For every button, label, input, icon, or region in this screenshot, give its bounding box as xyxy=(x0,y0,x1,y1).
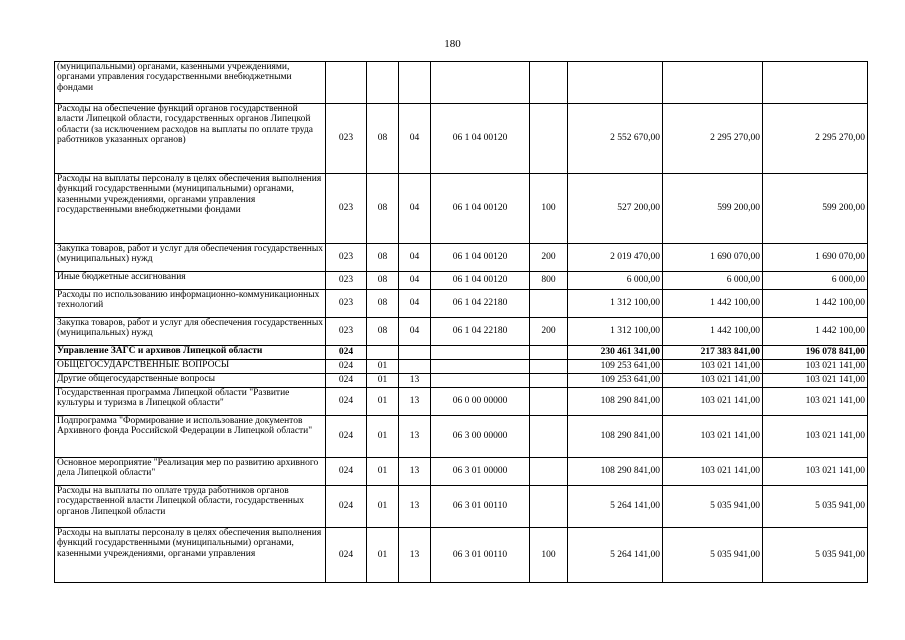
cell-csr: 06 3 01 00110 xyxy=(431,528,530,583)
table-row xyxy=(55,416,868,458)
cell-amount-year3: 5 035 941,00 xyxy=(763,486,868,528)
cell-name: Государственная программа Липецкой области "Развитие культуры и туризма в Липецкой области" xyxy=(55,388,326,416)
cell-amount-year2: 103 021 141,00 xyxy=(663,388,763,416)
cell-amount-year3: 103 021 141,00 xyxy=(763,374,868,388)
cell-pr xyxy=(399,346,431,360)
cell-gr: 024 xyxy=(326,486,367,528)
budget-table xyxy=(54,61,868,583)
cell-amount-year3: 1 442 100,00 xyxy=(763,318,868,346)
cell-amount-year3 xyxy=(763,62,868,104)
table-row xyxy=(55,388,868,416)
cell-amount-year3: 196 078 841,00 xyxy=(763,346,868,360)
cell-gr: 023 xyxy=(326,290,367,318)
cell-pr: 04 xyxy=(399,244,431,272)
cell-rz: 01 xyxy=(367,486,399,528)
cell-amount-year3: 103 021 141,00 xyxy=(763,416,868,458)
cell-amount-year2: 2 295 270,00 xyxy=(663,104,763,174)
cell-name: Иные бюджетные ассигнования xyxy=(55,272,326,290)
cell-amount-year1: 5 264 141,00 xyxy=(568,528,663,583)
cell-amount-year1: 108 290 841,00 xyxy=(568,388,663,416)
cell-amount-year2: 599 200,00 xyxy=(663,174,763,244)
cell-rz: 01 xyxy=(367,360,399,374)
cell-csr: 06 1 04 00120 xyxy=(431,244,530,272)
cell-rz: 01 xyxy=(367,416,399,458)
cell-name: Расходы на выплаты персоналу в целях обеспечения выполнения функций государственными (муниципальными) органами, казенными учреждениями, органами управления государственными внебюджетными фондами xyxy=(55,174,326,244)
cell-rz: 08 xyxy=(367,272,399,290)
cell-vr xyxy=(530,290,568,318)
cell-csr: 06 3 00 00000 xyxy=(431,416,530,458)
table-row xyxy=(55,486,868,528)
cell-csr xyxy=(431,62,530,104)
cell-amount-year2: 5 035 941,00 xyxy=(663,528,763,583)
cell-gr: 024 xyxy=(326,458,367,486)
cell-amount-year1: 5 264 141,00 xyxy=(568,486,663,528)
cell-name: Другие общегосударственные вопросы xyxy=(55,374,326,388)
cell-vr xyxy=(530,388,568,416)
cell-csr: 06 3 01 00000 xyxy=(431,458,530,486)
table-row xyxy=(55,374,868,388)
table-row xyxy=(55,62,868,104)
cell-name: ОБЩЕГОСУДАРСТВЕННЫЕ ВОПРОСЫ xyxy=(55,360,326,374)
cell-rz: 01 xyxy=(367,528,399,583)
cell-vr xyxy=(530,62,568,104)
cell-name: Управление ЗАГС и архивов Липецкой области xyxy=(55,346,326,360)
cell-amount-year3: 103 021 141,00 xyxy=(763,388,868,416)
cell-rz xyxy=(367,346,399,360)
cell-amount-year2: 103 021 141,00 xyxy=(663,458,763,486)
table-row xyxy=(55,104,868,174)
cell-amount-year3: 1 442 100,00 xyxy=(763,290,868,318)
table-body xyxy=(55,62,868,583)
cell-vr: 100 xyxy=(530,174,568,244)
cell-amount-year2: 1 442 100,00 xyxy=(663,318,763,346)
cell-rz xyxy=(367,62,399,104)
cell-name: Основное мероприятие "Реализация мер по развитию архивного дела Липецкой области" xyxy=(55,458,326,486)
cell-csr: 06 1 04 22180 xyxy=(431,290,530,318)
table-row xyxy=(55,360,868,374)
cell-name: Расходы на обеспечение функций органов государственной власти Липецкой области, государственных органов Липецкой области (за исключением расходов на выплаты по оплате труда работников указанных органов) xyxy=(55,104,326,174)
cell-csr: 06 1 04 00120 xyxy=(431,272,530,290)
cell-rz: 08 xyxy=(367,318,399,346)
cell-gr: 024 xyxy=(326,374,367,388)
cell-pr: 04 xyxy=(399,318,431,346)
cell-amount-year3: 1 690 070,00 xyxy=(763,244,868,272)
cell-vr xyxy=(530,360,568,374)
cell-amount-year1: 1 312 100,00 xyxy=(568,318,663,346)
table-row xyxy=(55,318,868,346)
cell-pr: 13 xyxy=(399,388,431,416)
cell-gr: 024 xyxy=(326,360,367,374)
cell-pr xyxy=(399,360,431,374)
cell-amount-year1: 2 552 670,00 xyxy=(568,104,663,174)
cell-name: Подпрограмма "Формирование и использование документов Архивного фонда Российской Федерации в Липецкой области" xyxy=(55,416,326,458)
cell-amount-year2 xyxy=(663,62,763,104)
cell-amount-year2: 6 000,00 xyxy=(663,272,763,290)
cell-amount-year1: 1 312 100,00 xyxy=(568,290,663,318)
cell-amount-year1: 109 253 641,00 xyxy=(568,360,663,374)
cell-amount-year1: 108 290 841,00 xyxy=(568,416,663,458)
cell-vr xyxy=(530,374,568,388)
cell-amount-year2: 5 035 941,00 xyxy=(663,486,763,528)
cell-gr: 023 xyxy=(326,244,367,272)
cell-amount-year3: 5 035 941,00 xyxy=(763,528,868,583)
cell-amount-year2: 103 021 141,00 xyxy=(663,360,763,374)
table-row xyxy=(55,244,868,272)
cell-gr: 024 xyxy=(326,416,367,458)
cell-amount-year2: 1 442 100,00 xyxy=(663,290,763,318)
table-row xyxy=(55,528,868,583)
cell-csr: 06 1 04 00120 xyxy=(431,174,530,244)
cell-rz: 08 xyxy=(367,244,399,272)
cell-rz: 01 xyxy=(367,374,399,388)
cell-amount-year3: 103 021 141,00 xyxy=(763,458,868,486)
cell-gr: 024 xyxy=(326,346,367,360)
cell-amount-year1: 527 200,00 xyxy=(568,174,663,244)
cell-vr: 100 xyxy=(530,528,568,583)
cell-amount-year3: 103 021 141,00 xyxy=(763,360,868,374)
cell-pr: 13 xyxy=(399,416,431,458)
cell-vr: 200 xyxy=(530,244,568,272)
cell-pr: 04 xyxy=(399,104,431,174)
cell-amount-year1: 2 019 470,00 xyxy=(568,244,663,272)
cell-csr: 06 3 01 00110 xyxy=(431,486,530,528)
cell-amount-year3: 2 295 270,00 xyxy=(763,104,868,174)
cell-gr: 023 xyxy=(326,272,367,290)
cell-rz: 08 xyxy=(367,290,399,318)
cell-name: Расходы на выплаты персоналу в целях обеспечения выполнения функций государственными (муниципальными) органами, казенными учреждениями, органами управления xyxy=(55,528,326,583)
cell-gr: 023 xyxy=(326,318,367,346)
cell-vr xyxy=(530,346,568,360)
table-row xyxy=(55,458,868,486)
cell-amount-year1: 6 000,00 xyxy=(568,272,663,290)
cell-rz: 08 xyxy=(367,104,399,174)
cell-amount-year2: 103 021 141,00 xyxy=(663,416,763,458)
cell-pr: 13 xyxy=(399,486,431,528)
cell-gr: 023 xyxy=(326,174,367,244)
cell-vr xyxy=(530,486,568,528)
cell-csr xyxy=(431,346,530,360)
cell-csr xyxy=(431,360,530,374)
cell-pr: 13 xyxy=(399,458,431,486)
cell-name: Расходы на выплаты по оплате труда работников органов государственной власти Липецкой области, государственных органов Липецкой области xyxy=(55,486,326,528)
cell-pr xyxy=(399,62,431,104)
cell-pr: 04 xyxy=(399,174,431,244)
table-row xyxy=(55,346,868,360)
cell-vr: 200 xyxy=(530,318,568,346)
cell-amount-year2: 103 021 141,00 xyxy=(663,374,763,388)
cell-name: (муниципальными) органами, казенными учреждениями, органами управления государственными внебюджетными фондами xyxy=(55,62,326,104)
cell-csr xyxy=(431,374,530,388)
cell-gr xyxy=(326,62,367,104)
cell-name: Закупка товаров, работ и услуг для обеспечения государственных (муниципальных) нужд xyxy=(55,244,326,272)
table-row xyxy=(55,290,868,318)
cell-pr: 13 xyxy=(399,374,431,388)
cell-amount-year3: 599 200,00 xyxy=(763,174,868,244)
table-row xyxy=(55,174,868,244)
cell-gr: 024 xyxy=(326,528,367,583)
cell-gr: 024 xyxy=(326,388,367,416)
cell-rz: 08 xyxy=(367,174,399,244)
cell-amount-year2: 217 383 841,00 xyxy=(663,346,763,360)
cell-amount-year2: 1 690 070,00 xyxy=(663,244,763,272)
cell-name: Расходы по использованию информационно-коммуникационных технологий xyxy=(55,290,326,318)
cell-pr: 04 xyxy=(399,290,431,318)
cell-name: Закупка товаров, работ и услуг для обеспечения государственных (муниципальных) нужд xyxy=(55,318,326,346)
cell-pr: 13 xyxy=(399,528,431,583)
cell-gr: 023 xyxy=(326,104,367,174)
cell-amount-year1: 108 290 841,00 xyxy=(568,458,663,486)
cell-vr xyxy=(530,416,568,458)
cell-amount-year3: 6 000,00 xyxy=(763,272,868,290)
cell-vr xyxy=(530,458,568,486)
cell-pr: 04 xyxy=(399,272,431,290)
cell-csr: 06 1 04 00120 xyxy=(431,104,530,174)
page-number: 180 xyxy=(444,38,461,50)
cell-amount-year1: 230 461 341,00 xyxy=(568,346,663,360)
cell-csr: 06 0 00 00000 xyxy=(431,388,530,416)
cell-vr xyxy=(530,104,568,174)
cell-amount-year1 xyxy=(568,62,663,104)
cell-rz: 01 xyxy=(367,388,399,416)
table-row xyxy=(55,272,868,290)
cell-rz: 01 xyxy=(367,458,399,486)
cell-csr: 06 1 04 22180 xyxy=(431,318,530,346)
cell-amount-year1: 109 253 641,00 xyxy=(568,374,663,388)
cell-vr: 800 xyxy=(530,272,568,290)
